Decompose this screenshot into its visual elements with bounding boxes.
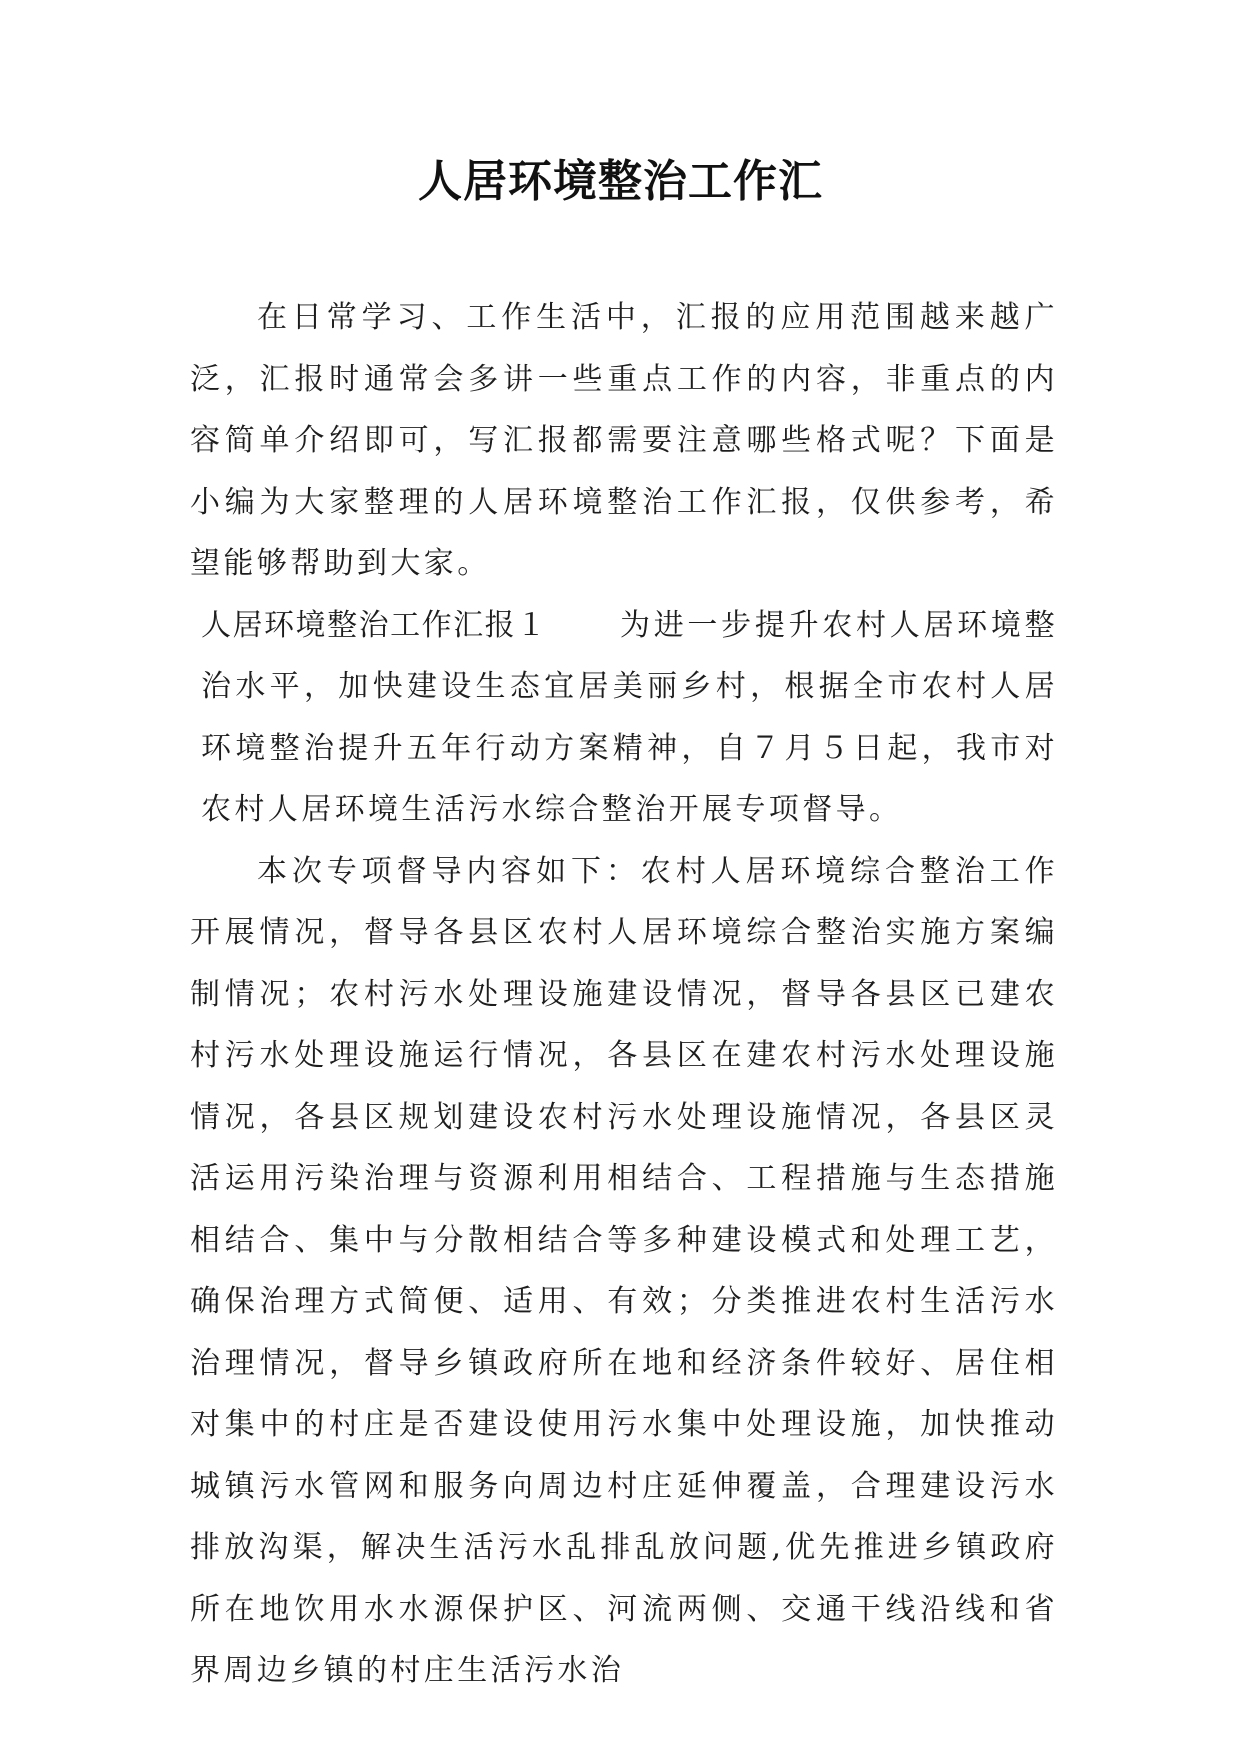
report1-paragraph bbox=[190, 595, 1058, 841]
document-title: 人居环境整治工作汇 bbox=[418, 156, 823, 207]
report1-text: 为进一步提升农村人居环境整治水平，加快建设生态宜居美丽乡村，根据全市农村人居环境整治提升五年行动方案精神，自７月５日起，我市对农村人居环境生活污水综合整治开展专项督导。 bbox=[201, 607, 1059, 827]
report1-heading: 人居环境整治工作汇报１ bbox=[201, 607, 548, 643]
document-body bbox=[190, 287, 1058, 1702]
supervision-paragraph: 本次专项督导内容如下：农村人居环境综合整治工作开展情况，督导各县区农村人居环境综合整治实施方案编制情况；农村污水处理设施建设情况，督导各县区已建农村污水处理设施运行情况，各县区在建农村污水处理设施情况，各县区规划建设农村污水处理设施情况，各县区灵活运用污染治理与资源利用相结合、工程措施与生态措施相结合、集中与分散相结合等多种建设模式和处理工艺，确保治理方式简便、适用、有效；分类推进农村生活污水治理情况，督导乡镇政府所在地和经济条件较好、居住相对集中的村庄是否建设使用污水集中处理设施，加快推动城镇污水管网和服务向周边村庄延伸覆盖，合理建设污水排放沟渠，解决生活污水乱排乱放问题,优先推进乡镇政府所在地饮用水水源保护区、河流两侧、交通干线沿线和省界周边乡镇的村庄生活污水治 bbox=[190, 853, 1058, 1688]
intro-paragraph: 在日常学习、工作生活中，汇报的应用范围越来越广泛，汇报时通常会多讲一些重点工作的内容，非重点的内容简单介绍即可，写汇报都需要注意哪些格式呢？下面是小编为大家整理的人居环境整治工作汇报，仅供参考，希望能够帮助到大家。 bbox=[190, 300, 1058, 581]
